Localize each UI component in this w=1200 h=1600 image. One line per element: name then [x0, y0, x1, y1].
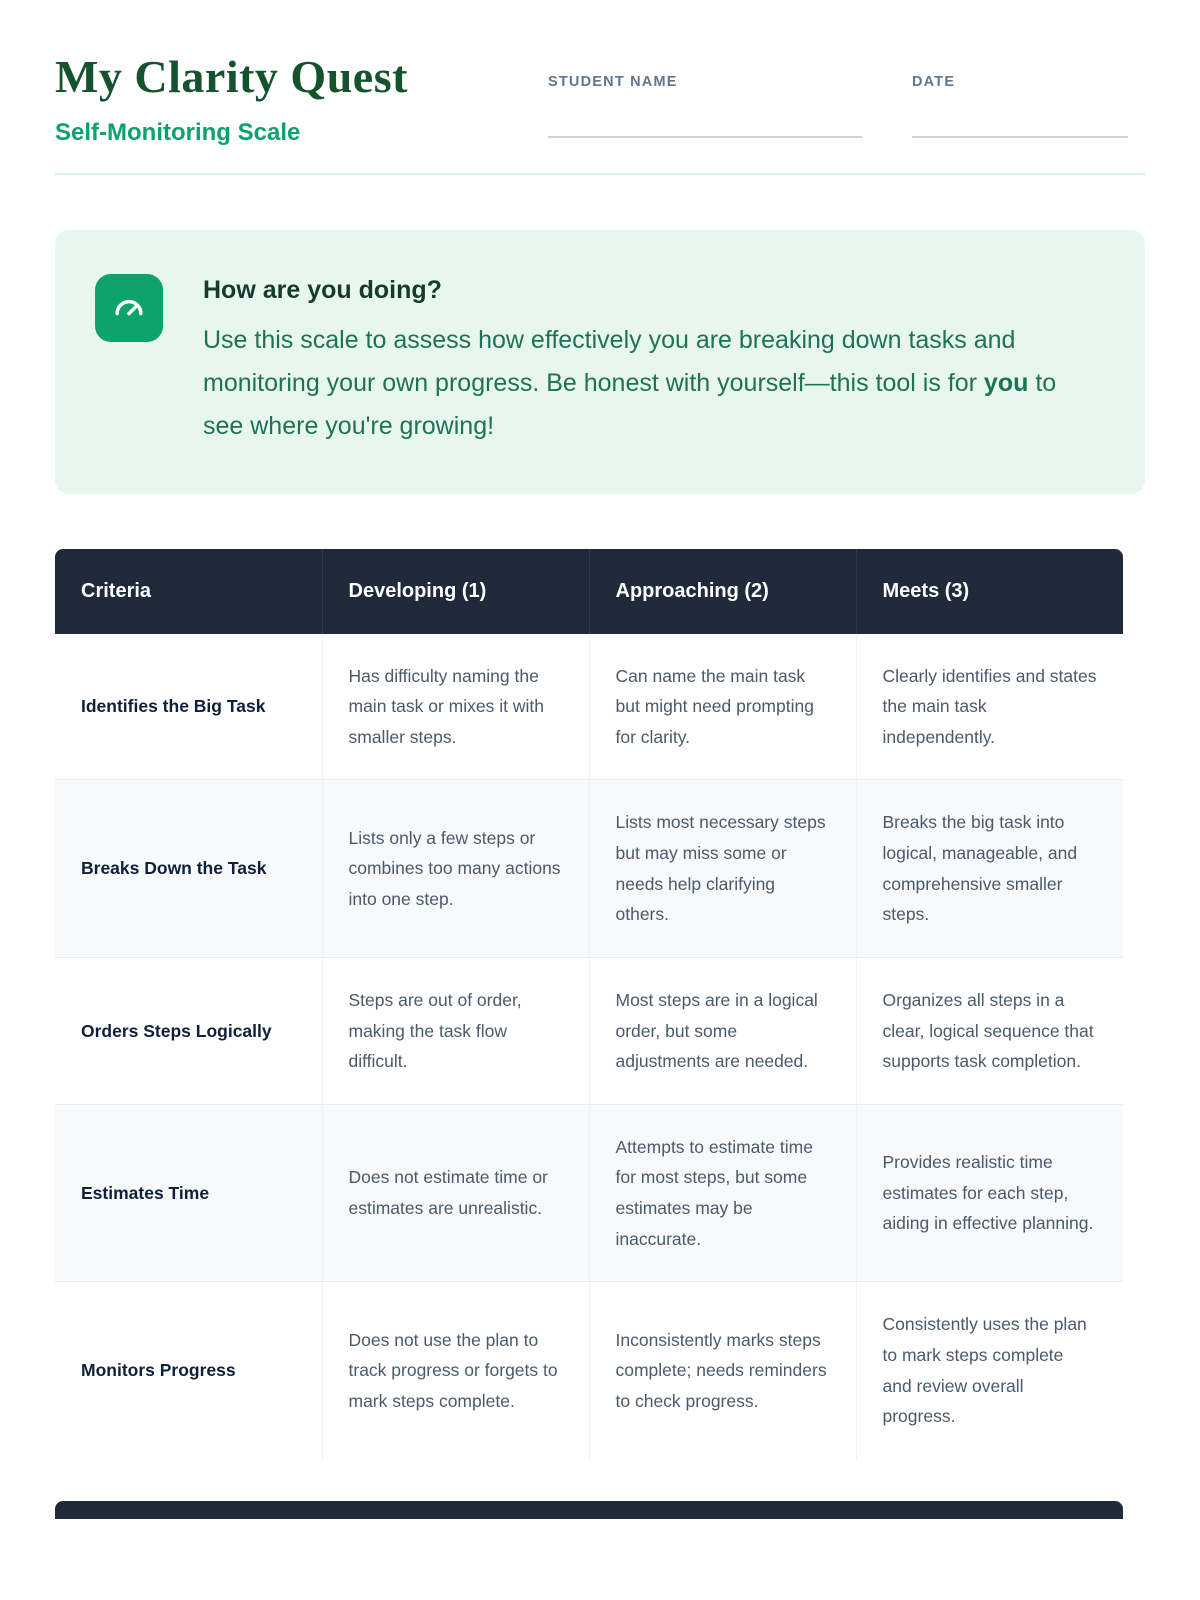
header-row: [55, 549, 1123, 634]
criterion-label: Breaks Down the Task: [55, 780, 322, 958]
developing-cell: Does not use the plan to track progress or forgets to mark steps complete.: [322, 1282, 589, 1459]
callout-title: How are you doing?: [203, 275, 442, 304]
column-header-criteria: Criteria: [55, 549, 322, 634]
date-label: DATE: [912, 74, 956, 90]
column-header-approaching: Approaching (2): [589, 549, 856, 634]
callout-body-tail: to see where you're growing!: [203, 368, 1057, 440]
approaching-cell: Attempts to estimate time for most steps, but some estimates may be inaccurate.: [589, 1104, 856, 1282]
next-section-header-partial: [55, 1501, 1123, 1519]
developing-cell: Has difficulty naming the main task or mixes it with smaller steps.: [322, 634, 589, 780]
meets-cell: Clearly identifies and states the main task independently.: [856, 634, 1123, 780]
approaching-cell: Can name the main task but might need prompting for clarity.: [589, 634, 856, 780]
approaching-cell: Inconsistently marks steps complete; needs reminders to check progress.: [589, 1282, 856, 1459]
rubric-table: [55, 549, 1123, 1459]
developing-cell: Does not estimate time or estimates are unrealistic.: [322, 1104, 589, 1282]
instructions-callout: [55, 230, 1145, 494]
date-line[interactable]: [912, 136, 1128, 138]
approaching-cell: Most steps are in a logical order, but some adjustments are needed.: [589, 957, 856, 1104]
student-name-label: STUDENT NAME: [548, 74, 678, 90]
column-header-developing: Developing (1): [322, 549, 589, 634]
criterion-label: Estimates Time: [55, 1104, 322, 1282]
callout-body-bold: you: [983, 368, 1029, 397]
title-block: [55, 52, 548, 147]
rubric-table-head: [55, 549, 1123, 634]
meets-cell: Provides realistic time estimates for each step, aiding in effective planning.: [856, 1104, 1123, 1282]
criterion-label: Orders Steps Logically: [55, 957, 322, 1104]
table-row: [55, 780, 1123, 958]
student-name-field[interactable]: [548, 74, 862, 138]
meets-cell: Breaks the big task into logical, manageable, and comprehensive smaller steps.: [856, 780, 1123, 958]
meets-cell: Consistently uses the plan to mark steps complete and review overall progress.: [856, 1282, 1123, 1459]
callout-body: [203, 319, 1103, 448]
table-row: [55, 957, 1123, 1104]
table-row: [55, 1282, 1123, 1459]
column-header-meets: Meets (3): [856, 549, 1123, 634]
developing-cell: Lists only a few steps or combines too many actions into one step.: [322, 780, 589, 958]
gauge-icon: [95, 274, 163, 342]
page-title: My Clarity Quest: [55, 51, 408, 102]
developing-cell: Steps are out of order, making the task flow difficult.: [322, 957, 589, 1104]
page-subtitle: Self-Monitoring Scale: [55, 118, 301, 146]
doc-header: [55, 52, 1145, 147]
callout-body-text: Use this scale to assess how effectively you are breaking down tasks and monitoring your own progress. Be honest with yourself—this tool is for: [203, 325, 1016, 397]
criterion-label: Identifies the Big Task: [81, 696, 266, 717]
table-row: [55, 1104, 1123, 1282]
rubric-table-body: [55, 634, 1123, 1459]
date-field[interactable]: [912, 74, 1128, 138]
meets-cell: Organizes all steps in a clear, logical sequence that supports task completion.: [856, 957, 1123, 1104]
approaching-cell: Lists most necessary steps but may miss some or needs help clarifying others.: [589, 780, 856, 958]
callout-content: [203, 274, 1103, 448]
header-divider: [55, 173, 1145, 175]
student-name-line[interactable]: [548, 136, 862, 138]
table-row: [55, 634, 1123, 780]
criterion-label: Monitors Progress: [55, 1282, 322, 1459]
